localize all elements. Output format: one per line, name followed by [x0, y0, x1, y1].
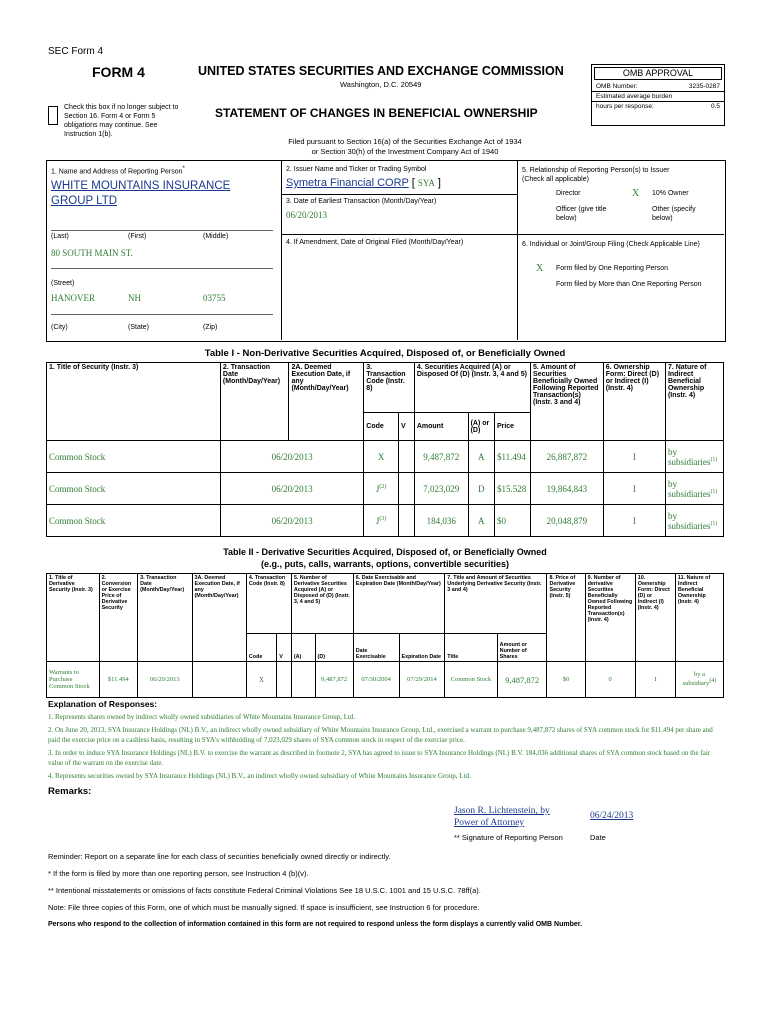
- t2-expiration: Expiration Date: [399, 634, 445, 662]
- t2-exercisable: Date Exercisable: [353, 634, 399, 662]
- t1-h2: 2. Transaction Date (Month/Day/Year): [220, 363, 289, 441]
- table-row: Warrants to Purchase Common Stock $11.494 06/20/2013 X 9,487,872 07/30/2004 07/29/2014 Common Stock 9,487,872 $0 0 I by a subsidiary$^{(4)}$: [47, 662, 724, 698]
- issuer-label: 2. Issuer Name and Ticker or Trading Symbol: [286, 166, 427, 173]
- state-label: (State): [128, 324, 150, 331]
- explanation-list: [48, 712, 724, 781]
- city-value: HANOVER: [51, 293, 95, 303]
- file-note: Note: File three copies of this Form, one of which must be manually signed. If space is insufficient, see Instruction 6 for procedure.: [48, 903, 480, 912]
- footnote-4: 4. Represents securities owned by SYA Insurance Holdings (NL) B.V., an indirect wholly owned subsidiary of White Mountains Insurance Group, Ltd.: [48, 771, 471, 780]
- star-note-2: ** Intentional misstatements or omissions of facts constitute Federal Criminal Violations See 18 U.S.C. 1001 and 15 U.S.C. 78ff(a).: [48, 886, 481, 895]
- ten-pct-label: 10% Owner: [652, 190, 689, 197]
- t1-code: Code: [364, 413, 399, 441]
- t2-h11: 11. Nature of Indirect Beneficial Ownership (Instr. 4): [675, 574, 723, 662]
- filed-pursuant: Filed pursuant to Section 16(a) of the Securities Exchange Act of 1934 or Section 30(h) of the Investment Company Act of 1940: [288, 137, 522, 156]
- persons-note: Persons who respond to the collection of information contained in this form are not required to respond unless the form displays a currently valid OMB Number.: [48, 921, 583, 928]
- t2-h8: 8. Price of Derivative Security (Instr. 5): [547, 574, 585, 662]
- checkbox-instruction: Check this box if no longer subject to Section 16. Form 4 or Form 5 obligations may continue. See Instruction 1(b).: [64, 104, 179, 138]
- omb-hours-row: hours per response: 0.5: [596, 103, 720, 110]
- no-longer-subject-checkbox[interactable]: [48, 106, 58, 125]
- sec-form-label: SEC Form 4: [48, 46, 104, 57]
- t1-price: Price: [494, 413, 530, 441]
- officer-label: Officer (give title below): [556, 206, 607, 222]
- remarks-title: Remarks:: [48, 786, 92, 797]
- other-label: Other (specify below): [652, 206, 696, 222]
- city-label: (City): [51, 324, 68, 331]
- table1: [46, 362, 724, 537]
- multi-person-label: Form filed by More than One Reporting Person: [556, 281, 702, 288]
- t2-code: Code: [246, 634, 276, 662]
- zip-value: 03755: [203, 293, 226, 303]
- t2-h10: 10. Ownership Form: Direct (D) or Indirect (I) (Instr. 4): [635, 574, 675, 662]
- street-value: 80 SOUTH MAIN ST.: [51, 248, 133, 258]
- omb-number-row: OMB Number: 3235-0287: [592, 82, 724, 92]
- state-value: NH: [128, 293, 141, 303]
- table2: [46, 573, 724, 698]
- t1-v: V: [399, 413, 415, 441]
- statement-title: STATEMENT OF CHANGES IN BENEFICIAL OWNERSHIP: [215, 106, 538, 120]
- issuer-ticker: SYA: [417, 178, 435, 188]
- one-person-label: Form filed by One Reporting Person: [556, 265, 669, 272]
- middle-label: (Middle): [203, 233, 229, 240]
- one-person-mark: X: [536, 263, 544, 274]
- omb-burden: Estimated average burden: [592, 92, 724, 102]
- t1-h5: 5. Amount of Securities Beneficially Owned Following Reported Transaction(s) (Instr. 3 and 4): [531, 363, 604, 441]
- table-row: Common Stock 06/20/2013 X 9,487,872 A $11.494 26,887,872 I by subsidiaries$^{(1)}$: [47, 441, 724, 473]
- t1-h4: 4. Securities Acquired (A) or Disposed Of (D) (Instr. 3, 4 and 5): [414, 363, 530, 413]
- t2-h4: 4. Transaction Code (Instr. 8): [246, 574, 291, 634]
- omb-title: OMB APPROVAL: [594, 67, 722, 80]
- commission-title: UNITED STATES SECURITIES AND EXCHANGE COMMISSION: [198, 64, 564, 78]
- t2-d: (D): [315, 634, 353, 662]
- issuer-name-row: Symetra Financial CORP [ SYA ]: [286, 177, 441, 189]
- footnote-2: 2. On June 20, 2013, SYA Insurance Holdings (NL) B.V., an indirect wholly owned subsidiary of White Mountains Insurance Group, Ltd., exercised a warrant to purchase 9,487,872 shares of SYA common stock for $11.494 per share and paid the exercise price on a cashless basis, resulting in SYA's withholding of 7,023,029 shares of SYA common stock in respect of the exercise price.: [48, 725, 713, 744]
- t2-h9: 9. Number of derivative Securities Beneficially Owned Following Reported Transaction(s) (Instr. 4): [585, 574, 635, 662]
- t2-a: (A): [291, 634, 315, 662]
- t2-amount-shares: Amount or Number of Shares: [497, 634, 547, 662]
- t1-h1: 1. Title of Security (Instr. 3): [47, 363, 221, 441]
- date-label: Date: [590, 833, 606, 842]
- signature-date: 06/24/2013: [590, 811, 634, 821]
- location: Washington, D.C. 20549: [340, 80, 422, 89]
- t2-h3a: 3A. Deemed Execution Date, if any (Month/Day/Year): [192, 574, 246, 662]
- first-label: (First): [128, 233, 147, 240]
- filing-label: 6. Individual or Joint/Group Filing (Check Applicable Line): [522, 241, 700, 248]
- explanation-title: Explanation of Responses:: [48, 699, 158, 709]
- t2-v: V: [277, 634, 292, 662]
- t2-h5: 5. Number of Derivative Securities Acquired (A) or Disposed of (D) (Instr. 3, 4 and 5): [291, 574, 353, 634]
- earliest-date-label: 3. Date of Earliest Transaction (Month/Day/Year): [286, 198, 437, 205]
- t2-h6: 6. Date Exercisable and Expiration Date (Month/Day/Year): [353, 574, 445, 634]
- table-row: Common Stock 06/20/2013 $J^{(3)}$ 184,036 A $0 20,048,879 I by subsidiaries$^{(1)}$: [47, 505, 724, 537]
- zip-label: (Zip): [203, 324, 218, 331]
- t2-h7: 7. Title and Amount of Securities Underlying Derivative Security (Instr. 3 and 4): [445, 574, 547, 634]
- reporting-person-label: 1. Name and Address of Reporting Person*: [51, 166, 185, 176]
- t1-amount: Amount: [414, 413, 468, 441]
- issuer-name-link[interactable]: Symetra Financial CORP: [286, 177, 409, 189]
- director-label: Director: [556, 190, 581, 197]
- signature-label: ** Signature of Reporting Person: [454, 833, 563, 842]
- t2-h1: 1. Title of Derivative Security (Instr. 3): [47, 574, 100, 662]
- t2-h3: 3. Transaction Date (Month/Day/Year): [138, 574, 192, 662]
- table1-title: Table I - Non-Derivative Securities Acquired, Disposed of, or Beneficially Owned: [204, 348, 566, 359]
- t1-h6: 6. Ownership Form: Direct (D) or Indirect (I) (Instr. 4): [603, 363, 665, 441]
- relationship-label: 5. Relationship of Reporting Person(s) to Issuer (Check all applicable): [522, 167, 670, 183]
- star-note-1: * If the form is filed by more than one reporting person, see Instruction 4 (b)(v).: [48, 869, 309, 878]
- t1-h7: 7. Nature of Indirect Beneficial Ownership (Instr. 4): [665, 363, 723, 441]
- table2-title: Table II - Derivative Securities Acquired, Disposed of, or Beneficially Owned (e.g., puts, calls, warrants, options, convertible securities): [223, 547, 547, 569]
- reminder: Reminder: Report on a separate line for each class of securities beneficially owned directly or indirectly.: [48, 852, 391, 861]
- ten-pct-mark: X: [632, 188, 640, 199]
- street-label: (Street): [51, 280, 75, 287]
- t1-h3: 3. Transaction Code (Instr. 8): [364, 363, 415, 413]
- reporting-person-name[interactable]: WHITE MOUNTAINS INSURANCE GROUP LTD: [51, 180, 231, 207]
- footer-notes: [48, 848, 724, 933]
- last-label: (Last): [51, 233, 69, 240]
- t1-h2a: 2A. Deemed Execution Date, if any (Month/Day/Year): [289, 363, 364, 441]
- signature-link[interactable]: Jason R. Lichtenstein, by Power of Attorney: [454, 806, 550, 828]
- amendment-label: 4. If Amendment, Date of Original Filed (Month/Day/Year): [286, 239, 464, 246]
- t1-aord: (A) or (D): [468, 413, 494, 441]
- omb-approval-box: [591, 64, 725, 126]
- footnote-1: 1. Represents shares owned by indirect wholly owned subsidiaries of White Mountains Insurance Group, Ltd.: [48, 713, 356, 721]
- footnote-3: 3. In order to induce SYA Insurance Holdings (NL) B.V. to exercise the warrant as described in footnote 2, SYA has agreed to issue to SYA Insurance Holdings (NL) B.V. 184,036 additional shares of SYA common stock based on the fair value of the warrant on the exercise date.: [48, 748, 711, 767]
- t2-title: Title: [445, 634, 497, 662]
- table-row: Common Stock 06/20/2013 $J^{(2)}$ 7,023,029 D $15.528 19,864,843 I by subsidiaries$^{(1)}$: [47, 473, 724, 505]
- t2-h2: 2. Conversion or Exercise Price of Derivative Security: [99, 574, 138, 662]
- form-title: FORM 4: [92, 64, 145, 80]
- earliest-date: 06/20/2013: [286, 210, 328, 220]
